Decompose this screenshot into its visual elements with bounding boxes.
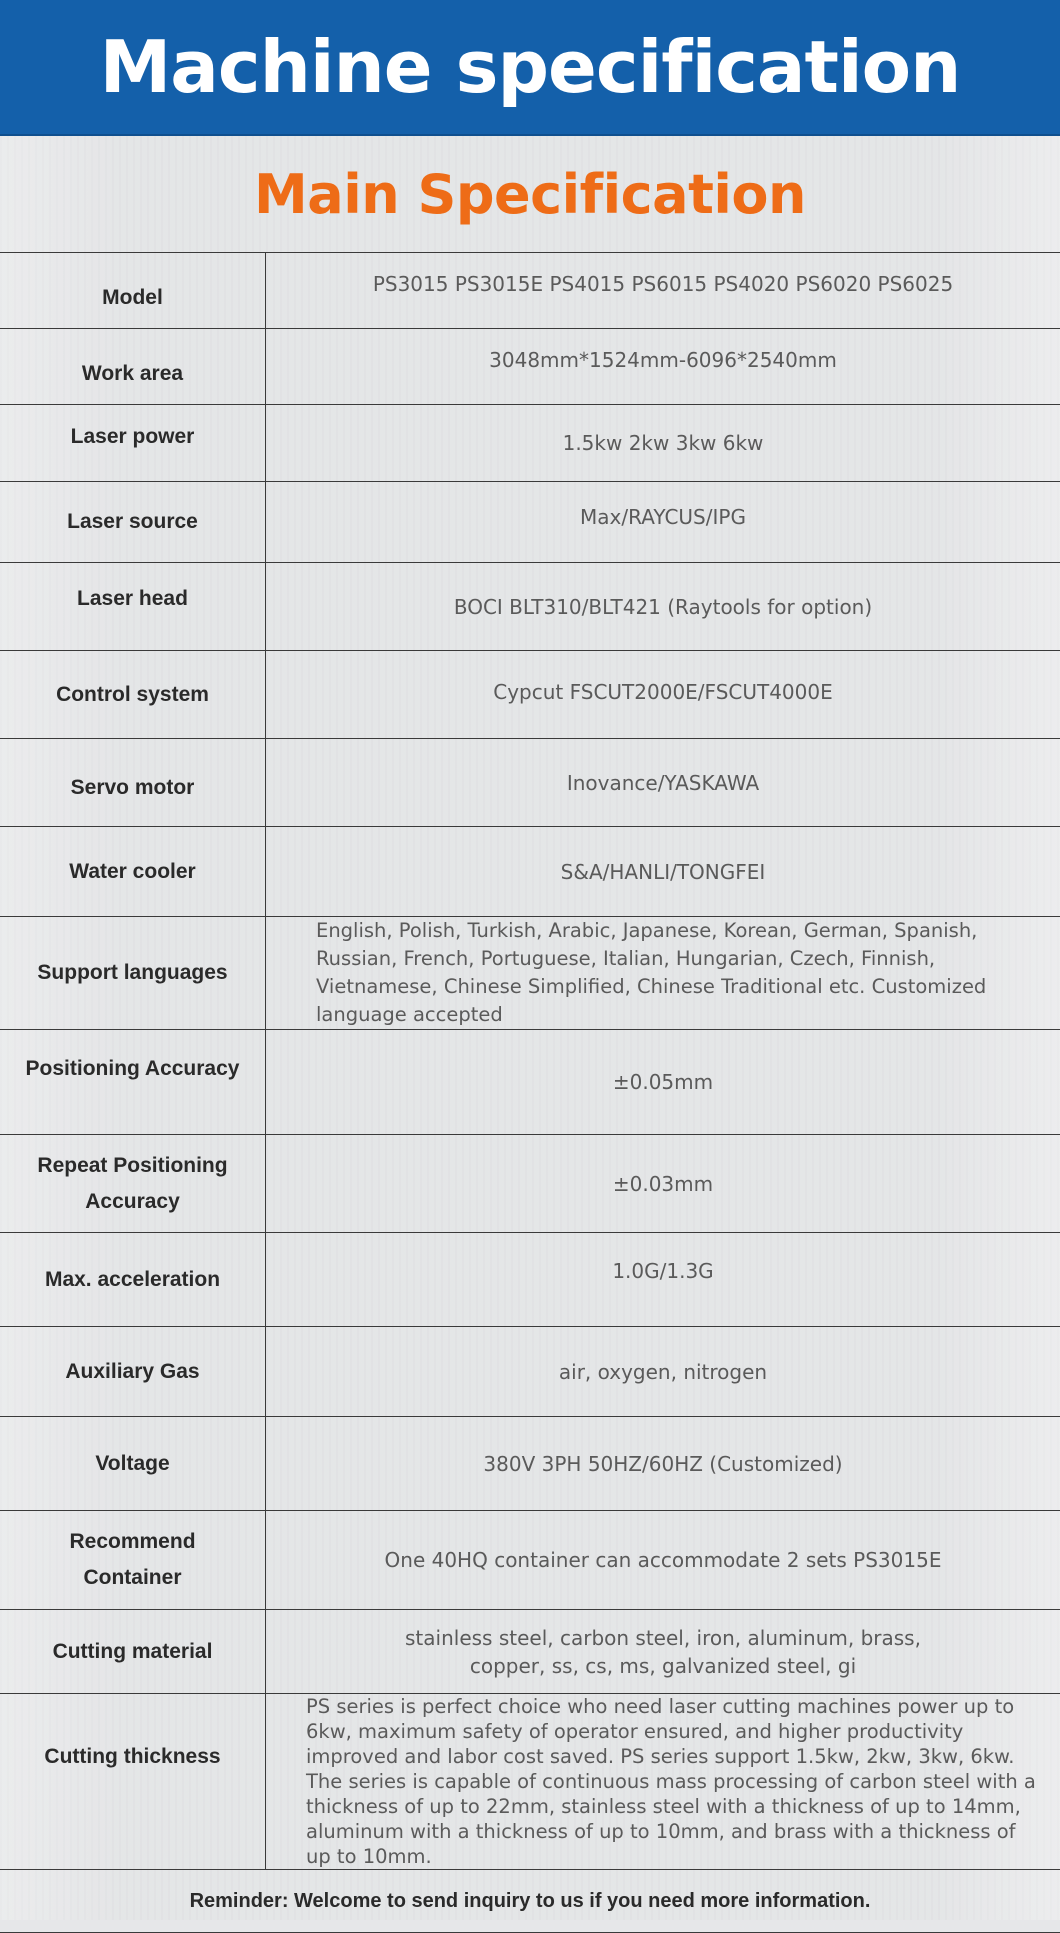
spec-row-max-acceleration [0, 1233, 1060, 1327]
spec-row-model [0, 253, 1060, 329]
spec-value: Inovance/YASKAWA [266, 739, 1060, 827]
spec-row-auxiliary-gas [0, 1327, 1060, 1417]
spec-label: Auxiliary Gas [0, 1327, 266, 1417]
spec-row-cutting-material [0, 1610, 1060, 1694]
spec-value: PS series is perfect choice who need laser cutting machines power up to 6kw, maximum safety of operator ensured, and higher productivity improved and labor cost saved. PS series support 1.5kw, 2kw, 3kw, 6kw. The series is capable of continuous mass processing of carbon steel with a thickness of up to 22mm, stainless steel with a thickness of up to 14mm, aluminum with a thickness of up to 10mm, and brass with a thickness of up to 10mm. [266, 1694, 1060, 1870]
spec-label: Positioning Accuracy [0, 1030, 266, 1135]
spec-row-repeat-positioning-accuracy [0, 1135, 1060, 1233]
spec-row-water-cooler [0, 827, 1060, 917]
spec-row-recommend-container [0, 1511, 1060, 1610]
spec-value: Cypcut FSCUT2000E/FSCUT4000E [266, 651, 1060, 739]
spec-row-control-system [0, 651, 1060, 739]
reminder-note: Reminder: Welcome to send inquiry to us if you need more information. [0, 1870, 1060, 1933]
spec-label: Work area [0, 329, 266, 405]
spec-value: 3048mm*1524mm-6096*2540mm [266, 329, 1060, 405]
section-title: Main Specification [254, 163, 806, 226]
spec-label: Model [0, 253, 266, 329]
spec-value: 1.5kw 2kw 3kw 6kw [266, 405, 1060, 482]
spec-value: Max/RAYCUS/IPG [266, 482, 1060, 563]
spec-value: PS3015 PS3015E PS4015 PS6015 PS4020 PS6020 PS6025 [266, 253, 1060, 329]
spec-value: stainless steel, carbon steel, iron, aluminum, brass, copper, ss, cs, ms, galvanized steel, gi [266, 1610, 1060, 1694]
spec-row-support-languages [0, 917, 1060, 1030]
spec-value: 1.0G/1.3G [266, 1233, 1060, 1327]
page-header [0, 0, 1060, 136]
spec-label: Max. acceleration [0, 1233, 266, 1327]
spec-value: ±0.03mm [266, 1135, 1060, 1233]
spec-row-laser-power [0, 405, 1060, 482]
spec-row-voltage [0, 1417, 1060, 1511]
spec-value: English, Polish, Turkish, Arabic, Japanese, Korean, German, Spanish, Russian, French, Portuguese, Italian, Hungarian, Czech, Finnish, Vietnamese, Chinese Simplified, Chinese Traditional etc. Customized language accepted [266, 917, 1060, 1030]
spec-row-cutting-thickness [0, 1694, 1060, 1870]
spec-row-positioning-accuracy [0, 1030, 1060, 1135]
spec-row-laser-head [0, 563, 1060, 651]
spec-value: One 40HQ container can accommodate 2 sets PS3015E [266, 1511, 1060, 1610]
spec-label: Control system [0, 651, 266, 739]
page-title: Machine specification [100, 25, 961, 109]
spec-label: Support languages [0, 917, 266, 1030]
spec-row-laser-source [0, 482, 1060, 563]
spec-row-work-area [0, 329, 1060, 405]
spec-label: Laser head [0, 563, 266, 651]
spec-label: Servo motor [0, 739, 266, 827]
spec-value: air, oxygen, nitrogen [266, 1327, 1060, 1417]
spec-label: Cutting material [0, 1610, 266, 1694]
spec-label: Laser power [0, 405, 266, 482]
spec-row-servo-motor [0, 739, 1060, 827]
spec-label: Laser source [0, 482, 266, 563]
spec-table [0, 252, 1060, 1870]
spec-label: Voltage [0, 1417, 266, 1511]
spec-value: S&A/HANLI/TONGFEI [266, 827, 1060, 917]
spec-label: Water cooler [0, 827, 266, 917]
spec-label: Repeat Positioning Accuracy [0, 1135, 266, 1233]
spec-label: Cutting thickness [0, 1694, 266, 1870]
spec-label: Recommend Container [0, 1511, 266, 1610]
spec-value: 380V 3PH 50HZ/60HZ (Customized) [266, 1417, 1060, 1511]
spec-value: ±0.05mm [266, 1030, 1060, 1135]
spec-value: BOCI BLT310/BLT421 (Raytools for option) [266, 563, 1060, 651]
section-header [0, 136, 1060, 252]
